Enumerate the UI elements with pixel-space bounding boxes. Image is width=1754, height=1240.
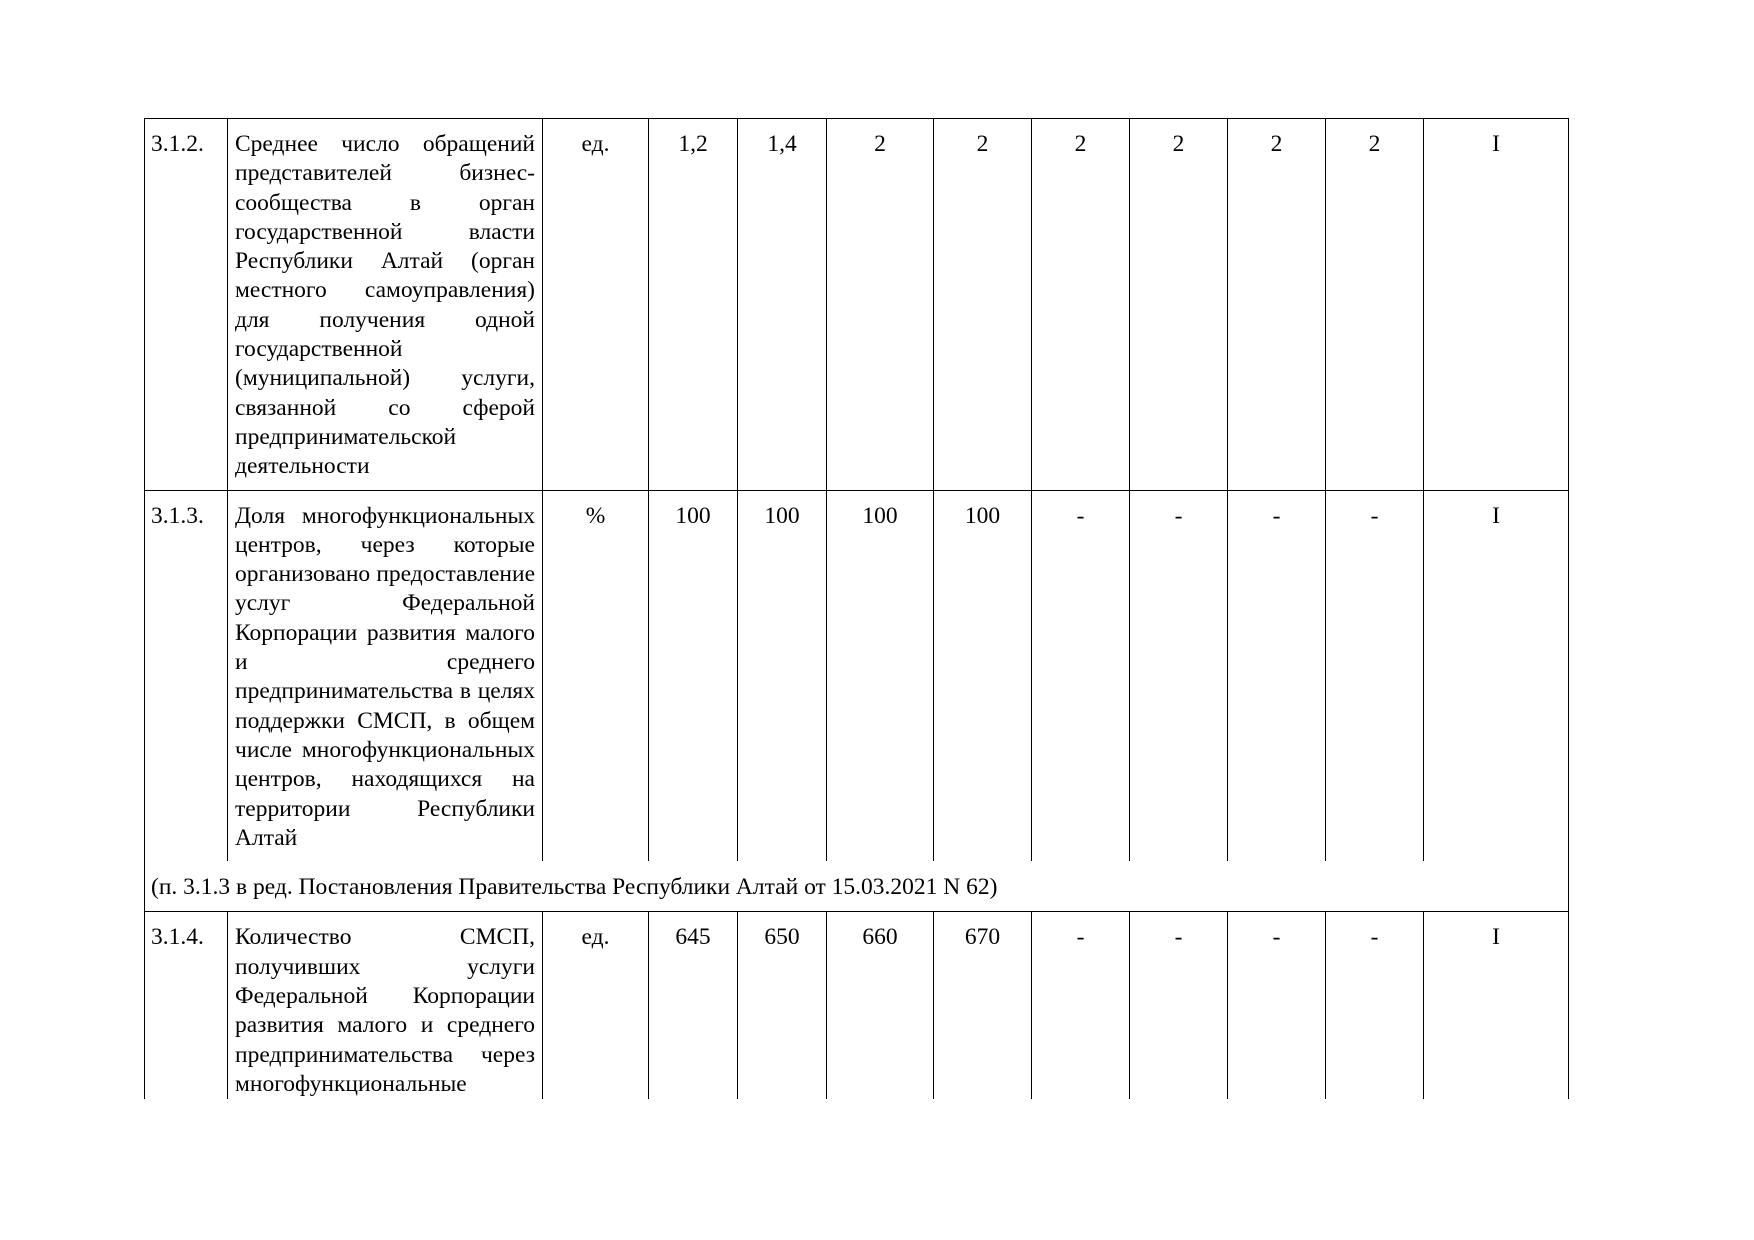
row-indicator-name: Доля многофункциональных центров, через которые организовано предоставление услуг Федеральной Корпорации развития малого и среднего предпринимательства в целях поддержки СМСП, в общем числе многофункциональных центров, находящихся на территории Республики Алтай bbox=[228, 490, 543, 861]
row-value: - bbox=[1130, 490, 1228, 861]
table-row bbox=[145, 490, 1569, 861]
row-value: - bbox=[1130, 912, 1228, 1099]
row-indicator-name: Среднее число обращений представителей бизнес-сообщества в орган государственной власти Республики Алтай (орган местного самоуправления) для получения одной государственной (муниципальной) услуги, связанной со сферой предпринимательской деятельности bbox=[228, 119, 543, 491]
row-value: 2 bbox=[1326, 119, 1424, 491]
row-value: 100 bbox=[934, 490, 1032, 861]
row-value: - bbox=[1326, 912, 1424, 1099]
row-value: 645 bbox=[649, 912, 738, 1099]
row-indicator-name: Количество СМСП, получивших услуги Федеральной Корпорации развития малого и среднего предпринимательства через многофункциональные bbox=[228, 912, 543, 1099]
row-value: 100 bbox=[738, 490, 827, 861]
amendment-note: (п. 3.1.3 в ред. Постановления Правительства Республики Алтай от 15.03.2021 N 62) bbox=[145, 861, 1569, 912]
row-level: I bbox=[1424, 119, 1569, 491]
row-value: 670 bbox=[934, 912, 1032, 1099]
row-value: 2 bbox=[1032, 119, 1130, 491]
indicators-table bbox=[144, 118, 1569, 1099]
row-code: 3.1.3. bbox=[145, 490, 228, 861]
row-value: 100 bbox=[827, 490, 934, 861]
row-value: - bbox=[1326, 490, 1424, 861]
row-value: 100 bbox=[649, 490, 738, 861]
row-value: 1,4 bbox=[738, 119, 827, 491]
row-value: 2 bbox=[1228, 119, 1326, 491]
row-value: 650 bbox=[738, 912, 827, 1099]
row-value: 1,2 bbox=[649, 119, 738, 491]
row-value: - bbox=[1032, 912, 1130, 1099]
row-value: - bbox=[1228, 912, 1326, 1099]
table-note-row bbox=[145, 861, 1569, 912]
row-level: I bbox=[1424, 912, 1569, 1099]
row-value: 660 bbox=[827, 912, 934, 1099]
table-row bbox=[145, 912, 1569, 1099]
row-unit: ед. bbox=[543, 912, 649, 1099]
table-row bbox=[145, 119, 1569, 491]
row-unit: ед. bbox=[543, 119, 649, 491]
row-code: 3.1.4. bbox=[145, 912, 228, 1099]
row-value: 2 bbox=[827, 119, 934, 491]
row-unit: % bbox=[543, 490, 649, 861]
row-value: - bbox=[1032, 490, 1130, 861]
row-value: - bbox=[1228, 490, 1326, 861]
row-code: 3.1.2. bbox=[145, 119, 228, 491]
row-value: 2 bbox=[934, 119, 1032, 491]
row-value: 2 bbox=[1130, 119, 1228, 491]
row-level: I bbox=[1424, 490, 1569, 861]
